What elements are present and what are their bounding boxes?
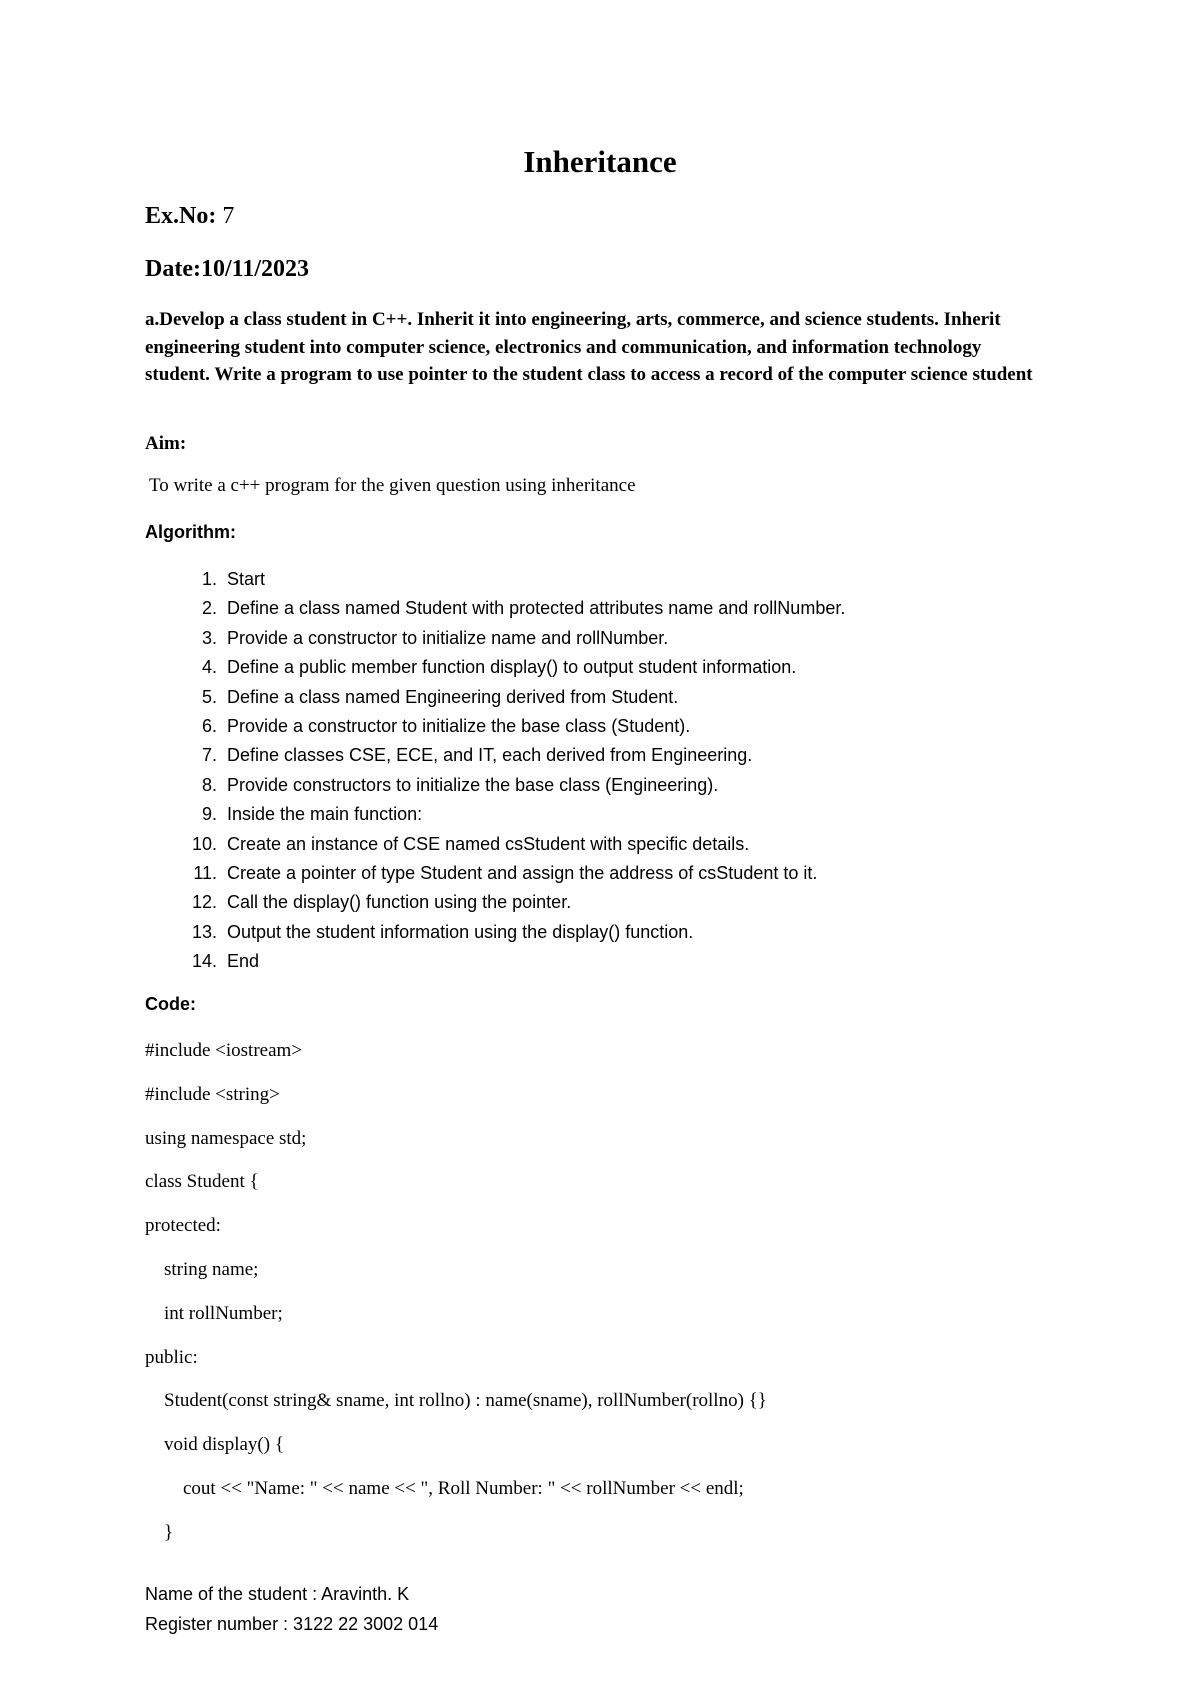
algorithm-step-text: Define classes CSE, ECE, and IT, each derived from Engineering.: [227, 745, 753, 766]
algorithm-step-number: 1.: [201, 569, 217, 589]
code-line: protected:: [145, 1215, 221, 1237]
code-line: using namespace std;: [145, 1127, 307, 1149]
algorithm-step: [145, 712, 845, 741]
code-line: cout << "Name: " << name << ", Roll Number: " << rollNumber << endl;: [145, 1477, 744, 1499]
algorithm-step: [145, 800, 845, 829]
algorithm-step-number: 9.: [201, 804, 217, 825]
algorithm-step-text: Provide a constructor to initialize the base class (Student).: [227, 715, 691, 736]
algorithm-step: [145, 888, 845, 917]
algorithm-step: [145, 918, 845, 947]
page-title: Inheritance: [523, 144, 677, 179]
algorithm-step: [145, 947, 845, 976]
algorithm-step-text: End: [227, 951, 260, 972]
code-line: int rollNumber;: [145, 1302, 283, 1324]
algorithm-step-text: Inside the main function:: [227, 804, 423, 825]
code-line: class Student {: [145, 1171, 259, 1193]
algorithm-step-text: Create a pointer of type Student and assign the address of csStudent to it.: [227, 862, 818, 883]
algorithm-list: [145, 565, 845, 976]
algorithm-step: [145, 653, 845, 682]
aim-text: To write a c++ program for the given question using inheritance: [149, 475, 636, 496]
algorithm-heading: Algorithm:: [145, 522, 236, 542]
algorithm-step-text: Define a public member function display() to output student information.: [227, 657, 797, 678]
code-line: string name;: [145, 1258, 259, 1280]
algorithm-step: [145, 624, 845, 653]
algorithm-step: [145, 565, 845, 594]
algorithm-step: [145, 859, 845, 888]
code-line: }: [145, 1521, 174, 1543]
algorithm-step: [145, 594, 845, 623]
algorithm-step-text: Define a class named Engineering derived from Student.: [227, 686, 679, 707]
algorithm-step-number: 14.: [191, 951, 217, 972]
algorithm-step: [145, 683, 845, 712]
algorithm-step-number: 7.: [201, 745, 217, 766]
algorithm-step-text: Call the display() function using the pointer.: [227, 892, 572, 913]
algorithm-step-text: Define a class named Student with protected attributes name and rollNumber.: [227, 598, 846, 619]
code-line: Student(const string& sname, int rollno) : name(sname), rollNumber(rollno) {}: [145, 1390, 767, 1412]
algorithm-step-text: Provide a constructor to initialize name and rollNumber.: [227, 627, 669, 648]
exercise-number-label: Ex.No:: [145, 203, 217, 229]
algorithm-step: [145, 771, 845, 800]
algorithm-step-number: 6.: [201, 715, 217, 736]
code-line: #include <string>: [145, 1083, 280, 1105]
algorithm-step: [145, 741, 845, 770]
algorithm-step-number: 10.: [191, 833, 217, 854]
code-heading: Code:: [145, 994, 196, 1014]
student-name: Name of the student : Aravinth. K: [145, 1584, 410, 1604]
algorithm-step-number: 4.: [201, 657, 217, 678]
algorithm-step-text: Start: [227, 569, 266, 589]
algorithm-step-number: 13.: [191, 921, 217, 942]
algorithm-step-text: Create an instance of CSE named csStudent with specific details.: [227, 833, 750, 854]
exercise-date: Date:10/11/2023: [145, 256, 309, 282]
exercise-number: [145, 203, 234, 230]
code-block: [145, 1037, 767, 1563]
algorithm-step-text: Output the student information using the display() function.: [227, 921, 694, 942]
algorithm-step-number: 3.: [201, 627, 217, 648]
code-line: void display() {: [145, 1434, 284, 1456]
exercise-number-value: 7: [216, 203, 235, 229]
code-line: #include <iostream>: [145, 1040, 303, 1061]
algorithm-step-number: 8.: [201, 774, 217, 795]
algorithm-step: [145, 830, 845, 859]
algorithm-step-number: 11.: [193, 862, 217, 883]
register-number: Register number : 3122 22 3002 014: [145, 1614, 439, 1634]
aim-heading: Aim:: [145, 433, 187, 454]
algorithm-step-number: 12.: [191, 892, 217, 913]
algorithm-step-text: Provide constructors to initialize the base class (Engineering).: [227, 774, 719, 795]
question-text: a.Develop a class student in C++. Inherit it into engineering, arts, commerce, and science students. Inherit engineering student into computer science, electronics and communication, and information technology student. Write a program to use pointer to the student class to access a record of the computer science student: [145, 309, 1033, 385]
algorithm-step-number: 5.: [201, 686, 217, 707]
algorithm-step-number: 2.: [201, 598, 217, 619]
code-line: public:: [145, 1346, 198, 1368]
